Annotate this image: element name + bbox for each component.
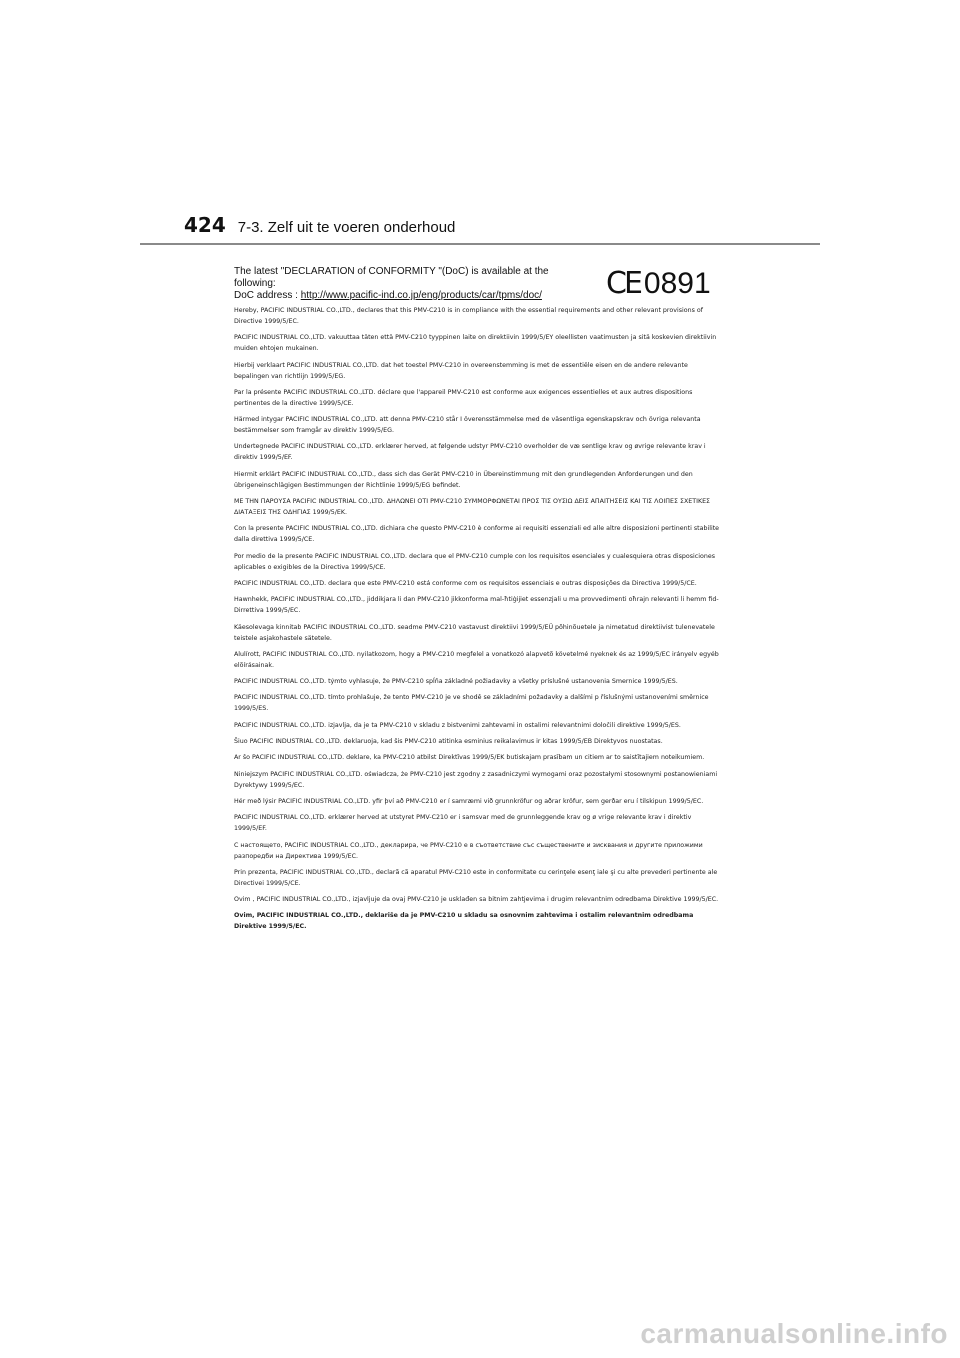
page-header (184, 213, 455, 237)
ce-logo-icon: CE (606, 266, 640, 301)
declaration-paragraph: PACIFIC INDUSTRIAL CO.,LTD. týmto vyhlasuje, že PMV-C210 spĺňa základné požiadavky a všetky príslušné ustanovenia Smernice 1999/5/ES. (234, 678, 678, 686)
doc-notice-line: The latest "DECLARATION of CONFORMITY "(DoC) is available at the following: (234, 266, 549, 289)
watermark: carmanualsonline.info (640, 1318, 948, 1349)
declaration-paragraph: Hierbij verklaart PACIFIC INDUSTRIAL CO.,LTD. dat het toestel PMV-C210 in overeenstemming is met de essentiële eisen en de andere relevante bepalingen van richtlijn 1999/5/EG. (234, 361, 688, 380)
section-title: 7-3. Zelf uit te voeren onderhoud (237, 219, 456, 236)
declaration-paragraph: Härmed intygar PACIFIC INDUSTRIAL CO.,LTD. att denna PMV-C210 står I överensstämmelse med de väsentliga egenskapskrav och övriga relevanta bestämmelser som framgår av direktiv 1999/5/EG. (234, 416, 701, 435)
doc-notice (234, 266, 564, 302)
header-divider (140, 243, 820, 245)
declaration-paragraph: PACIFIC INDUSTRIAL CO.,LTD. erklærer herved at utstyret PMV-C210 er i samsvar med de grunnleggende krav og ø vrige relevante krav i direktiv 1999/5/EF. (234, 814, 692, 833)
doc-address-label: DoC address : (234, 290, 301, 301)
declaration-paragraph: Hereby, PACIFIC INDUSTRIAL CO.,LTD., declares that this PMV-C210 is in compliance with the essential requirements and other relevant provisions of Directive 1999/5/EC. (234, 307, 703, 325)
declaration-paragraph: Käesolevaga kinnitab PACIFIC INDUSTRIAL CO.,LTD. seadme PMV-C210 vastavust direktiivi 1999/5/EÜ põhinõuetele ja nimetatud direktiivist tulenevatele teistele asjakohastele sätetele. (234, 623, 715, 642)
ce-mark (606, 266, 711, 301)
declaration-paragraph: PACIFIC INDUSTRIAL CO.,LTD. vakuuttaa täten että PMV-C210 tyyppinen laite on direktiivin 1999/5/EY oleellisten vaatimusten ja sitä koskevien direktiivin muiden ehtojen mukainen. (234, 334, 717, 353)
declaration-paragraph: PACIFIC INDUSTRIAL CO.,LTD. tímto prohlašuje, že tento PMV-C210 je ve shodě se základními požadavky a dalšími p říslušnými ustanoveními směrnice 1999/5/ES. (234, 694, 709, 713)
declaration-paragraph: Con la presente PACIFIC INDUSTRIAL CO.,LTD. dichiara che questo PMV-C210 è conforme ai requisiti essenziali ed alle altre disposizioni pertinenti stabilite dalla direttiva 1999/5/CE. (234, 525, 720, 544)
declaration-paragraph: Šiuo PACIFIC INDUSTRIAL CO.,LTD. deklaruoja, kad šis PMV-C210 atitinka esminius reikalavimus ir kitas 1999/5/EB Direktyvos nuostatas. (234, 738, 663, 746)
declaration-paragraph: Hér með lýsir PACIFIC INDUSTRIAL CO.,LTD. yfir því að PMV-C210 er í samræmi við grunnkröfur og aðrar kröfur, sem gerðar eru í tilskipun 1999/5/EC. (234, 797, 704, 805)
declaration-paragraph: Hiermit erklärt PACIFIC INDUSTRIAL CO.,LTD., dass sich das Gerät PMV-C210 in Übereinstimmung mit den grundlegenden Anforderungen und den übrigeneinschlägigen Bestimmungen der Richtlinie 1999/5/EG befindet. (234, 470, 693, 489)
page-number: 424 (184, 213, 226, 237)
declaration-paragraph: Prin prezenta, PACIFIC INDUSTRIAL CO.,LTD., declarã cã aparatul PMV-C210 este in conformitate cu cerinţele esenţ iale şi cu alte prevederi pertinente ale Directivei 1999/5/CE. (234, 868, 718, 887)
declaration-paragraph: Alulírott, PACIFIC INDUSTRIAL CO.,LTD. nyilatkozom, hogy a PMV-C210 megfelel a vonatkozó alapvetõ követelmé nyeknek és az 1999/5/EC irányelv egyéb elõírásainak. (234, 650, 719, 669)
declaration-paragraph: Par la présente PACIFIC INDUSTRIAL CO.,LTD. déclare que l'appareil PMV-C210 est conforme aux exigences essentielles et aux autres dispositions pertinentes de la directive 1999/5/CE. (234, 388, 693, 407)
declaration-paragraph: PACIFIC INDUSTRIAL CO.,LTD. declara que este PMV-C210 está conforme com os requisitos essenciais e outras disposições da Directiva 1999/5/CE. (234, 579, 697, 587)
notified-body-number: 0891 (643, 266, 711, 300)
declaration-paragraph: Niniejszym PACIFIC INDUSTRIAL CO.,LTD. oświadcza, że PMV-C210 jest zgodny z zasadniczymi wymogami oraz pozostałymi stosownymi postanowieniami Dyrektywy 1999/5/EC. (234, 770, 718, 789)
doc-address-link[interactable]: http://www.pacific-ind.co.jp/eng/products/car/tpms/doc/ (300, 290, 542, 301)
declaration-paragraph: С настоящето, PACIFIC INDUSTRIAL CO.,LTD., декларира, че PMV-C210 е в съответствие със съществените и зисквания и другите приложими разпоредби на Директива 1999/5/EC. (234, 841, 703, 860)
declaration-paragraph: Por medio de la presente PACIFIC INDUSTRIAL CO.,LTD. declara que el PMV-C210 cumple con los requisitos esenciales y cualesquiera otras disposiciones aplicables o exigibles de la Directiva 1999/5/CE. (234, 552, 716, 571)
declaration-paragraph: Ar šo PACIFIC INDUSTRIAL CO.,LTD. deklare, ka PMV-C210 atbilst Direktīvas 1999/5/EK butiskajam prasībam un citiem ar to saistītajiem noteikumiem. (234, 754, 705, 762)
declaration-paragraph: ΜΕ ΤΗΝ ΠΑΡΟΥΣΑ PACIFIC INDUSTRIAL CO.,LTD. ΔΗΛΩΝΕΙ ΟΤΙ PMV-C210 ΣΥΜΜΟΡΦΩΝΕΤΑΙ ΠΡΟΣ ΤΙΣ ΟΥΣΙΩ ΔΕΙΣ ΑΠΑΙΤΗΣΕΙΣ ΚΑΙ ΤΙΣ ΛΟΙΠΕΣ ΣΧΕΤΙΚΕΣ ΔΙΑΤΑΞΕΙΣ ΤΗΣ ΟΔΗΓΙΑΣ 1999/5/ΕΚ. (234, 498, 711, 517)
declaration-paragraph: Ovim , PACIFIC INDUSTRIAL CO.,LTD., izjavljuje da ovaj PMV-C210 je usklađen sa bitnim zahtjevima i drugim relevantnim odredbama Direktive 1999/5/EC. (234, 896, 719, 904)
declarations-list (234, 305, 720, 938)
declaration-paragraph: Ovim, PACIFIC INDUSTRIAL CO.,LTD., deklariše da je PMV-C210 u skladu sa osnovnim zahtevima i ostalim relevantnim odredbama Direktive 1999/5/EC. (234, 912, 694, 931)
doc-address-line (234, 290, 564, 302)
declaration-paragraph: Undertegnede PACIFIC INDUSTRIAL CO.,LTD. erklærer herved, at følgende udstyr PMV-C210 overholder de væ sentlige krav og øvrige relevante krav i direktiv 1999/5/EF. (234, 443, 706, 462)
declaration-paragraph: PACIFIC INDUSTRIAL CO.,LTD. izjavlja, da je ta PMV-C210 v skladu z bistvenimi zahtevami in ostalimi relevantnimi določili direktive 1999/5/ES. (234, 721, 681, 729)
declaration-paragraph: Hawnhekk, PACIFIC INDUSTRIAL CO.,LTD., jiddikjara li dan PMV-C210 jikkonforma mal-ħtiġijiet essenzjali u ma provvedimenti oħrajn relevanti li hemm fid-Dirrettiva 1999/5/EC. (234, 596, 719, 615)
